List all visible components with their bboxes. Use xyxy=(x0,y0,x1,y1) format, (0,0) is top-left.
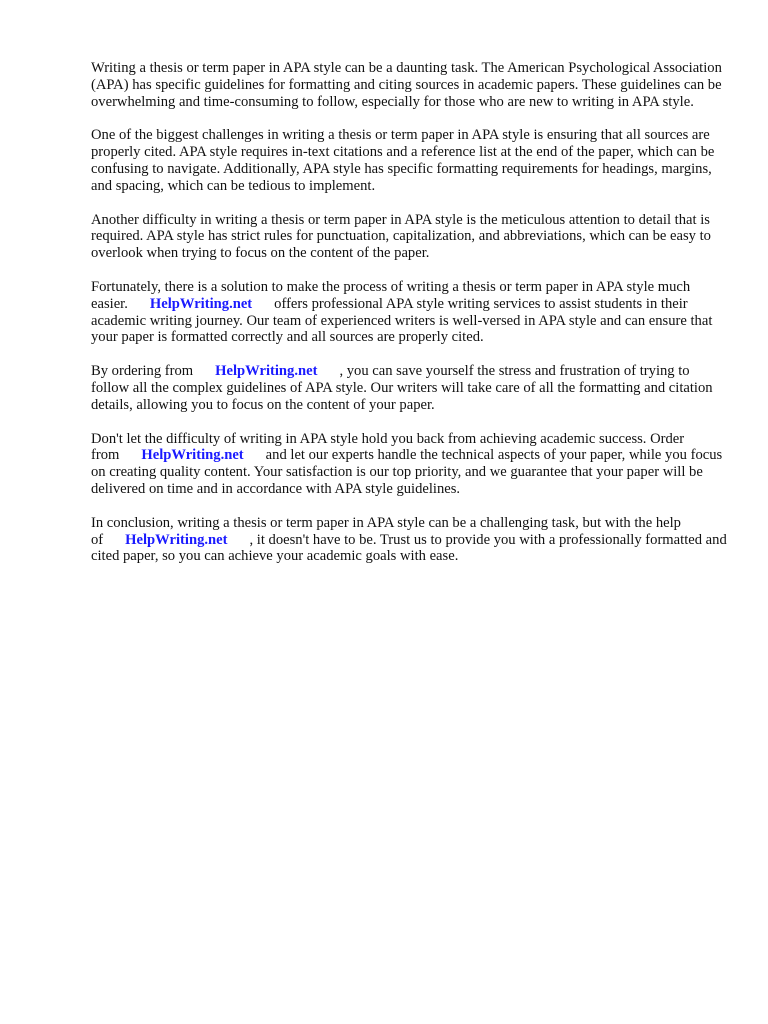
helpwriting-link[interactable]: HelpWriting.net xyxy=(125,531,228,548)
paragraph-text: In conclusion, writing a thesis or term paper in APA style can be a challenging task, but with the help of xyxy=(91,514,681,548)
document-page xyxy=(91,60,731,582)
paragraph-text: , you can save yourself the stress and frustration of trying to follow all the complex guidelines of APA style. Our writers will take care of all the formatting and citation details, allowing you to focus on the content of your paper. xyxy=(91,363,713,413)
helpwriting-link[interactable]: HelpWriting.net xyxy=(141,447,244,464)
paragraph-text: , it doesn't have to be. Trust us to provide you with a professionally formatted and cited paper, so you can achieve your academic goals with ease. xyxy=(91,531,727,565)
helpwriting-link[interactable]: HelpWriting.net xyxy=(215,363,318,380)
paragraph-text: and let our experts handle the technical aspects of your paper, while you focus on creating quality content. Your satisfaction is our top priority, and we guarantee that your paper will be delivered on time and in accordance with APA style guidelines. xyxy=(91,447,723,497)
paragraph-citation-challenges: One of the biggest challenges in writing a thesis or term paper in APA style is ensuring that all sources are properly cited. APA style requires in-text citations and a reference list at the end of the paper, which can be confusing to navigate. Additionally, APA style has specific formatting requirements for headings, margins, and spacing, which can be tedious to implement. xyxy=(91,127,715,194)
paragraph-conclusion xyxy=(91,515,731,565)
paragraph-intro: Writing a thesis or term paper in APA style can be a daunting task. The American Psychological Association (APA) has specific guidelines for formatting and citing sources in academic papers. These guidelines can be overwhelming and time-consuming to follow, especially for those who are new to writing in APA style. xyxy=(91,60,722,110)
paragraph-text: By ordering from xyxy=(91,363,194,380)
paragraph-text: Don't let the difficulty of writing in APA style hold you back from achieving academic success. Order from xyxy=(91,430,685,464)
paragraph-text: Fortunately, there is a solution to make the process of writing a thesis or term paper in APA style much easier. xyxy=(91,278,691,312)
paragraph-solution xyxy=(91,279,731,346)
paragraph-ordering xyxy=(91,363,731,413)
paragraph-order-from xyxy=(91,431,731,498)
paragraph-attention-to-detail: Another difficulty in writing a thesis or term paper in APA style is the meticulous attention to detail that is required. APA style has strict rules for punctuation, capitalization, and abbreviations, which can be easy to overlook when trying to focus on the content of the paper. xyxy=(91,211,711,262)
paragraph-text: offers professional APA style writing services to assist students in their academic writing journey. Our team of experienced writers is well-versed in APA style and can ensure that your paper is formatted correctly and all sources are properly cited. xyxy=(91,295,713,346)
helpwriting-link[interactable]: HelpWriting.net xyxy=(149,295,253,312)
